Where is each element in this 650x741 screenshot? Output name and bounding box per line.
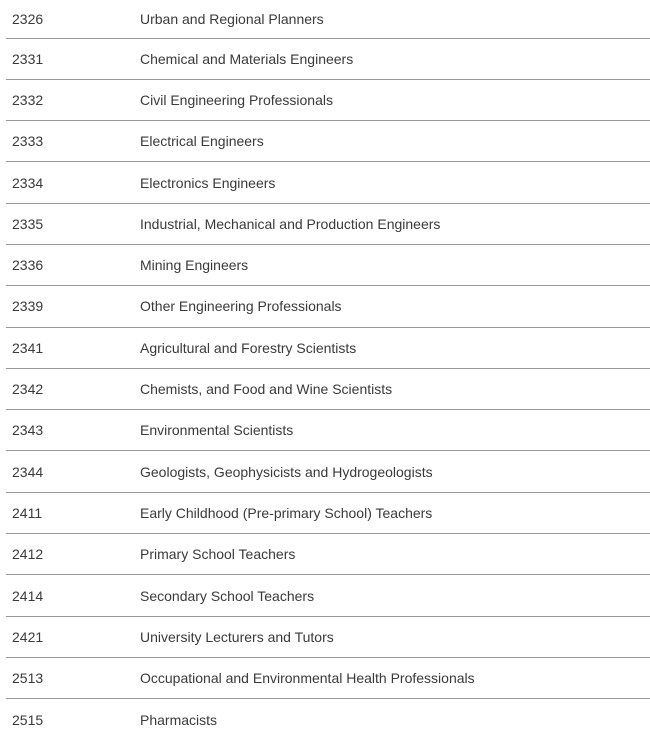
table-row xyxy=(6,369,650,410)
occupation-title: Chemical and Materials Engineers xyxy=(140,50,354,67)
occupation-title: Mining Engineers xyxy=(140,257,249,274)
occupation-title: Agricultural and Forestry Scientists xyxy=(140,339,357,356)
occupation-code: 2344 xyxy=(12,463,44,480)
occupation-title: Early Childhood (Pre-primary School) Teachers xyxy=(140,504,433,521)
occupation-code: 2342 xyxy=(12,381,44,398)
table-row xyxy=(6,658,650,699)
table-row xyxy=(6,410,650,451)
table-row xyxy=(6,493,650,534)
occupation-code: 2331 xyxy=(12,50,44,67)
table-row xyxy=(6,121,650,162)
table-row xyxy=(6,80,650,121)
occupation-title: University Lecturers and Tutors xyxy=(140,628,334,645)
occupation-title: Other Engineering Professionals xyxy=(140,298,342,315)
occupation-title: Electronics Engineers xyxy=(140,174,276,191)
table-row xyxy=(6,39,650,80)
table-row xyxy=(6,699,650,740)
occupation-code: 2333 xyxy=(12,133,44,150)
occupation-code: 2335 xyxy=(12,215,44,232)
table-row xyxy=(6,204,650,245)
table-row xyxy=(6,245,650,286)
occupation-code: 2411 xyxy=(12,504,43,521)
occupation-title: Electrical Engineers xyxy=(140,133,264,150)
occupation-title: Pharmacists xyxy=(140,711,218,728)
occupation-title: Secondary School Teachers xyxy=(140,587,315,604)
table-row xyxy=(6,534,650,575)
table-row xyxy=(6,575,650,616)
table-row xyxy=(6,451,650,492)
occupation-code: 2334 xyxy=(12,174,44,191)
occupation-title: Geologists, Geophysicists and Hydrogeologists xyxy=(140,463,433,480)
occupation-title: Urban and Regional Planners xyxy=(140,10,324,27)
table-row xyxy=(6,0,650,39)
table-row xyxy=(6,617,650,658)
occupation-title: Civil Engineering Professionals xyxy=(140,91,333,108)
table-row xyxy=(6,328,650,369)
occupation-code: 2412 xyxy=(12,546,44,563)
occupation-code: 2414 xyxy=(12,587,44,604)
occupation-title: Industrial, Mechanical and Production Engineers xyxy=(140,215,441,232)
occupation-code: 2341 xyxy=(12,339,44,356)
occupation-title: Environmental Scientists xyxy=(140,422,294,439)
occupation-code: 2421 xyxy=(12,628,44,645)
occupation-code: 2343 xyxy=(12,422,44,439)
table-row xyxy=(6,162,650,203)
occupation-code: 2332 xyxy=(12,91,44,108)
occupation-code: 2326 xyxy=(12,10,44,27)
occupation-code: 2336 xyxy=(12,257,44,274)
table-row xyxy=(6,286,650,327)
occupation-code: 2515 xyxy=(12,711,44,728)
occupation-title: Occupational and Environmental Health Professionals xyxy=(140,670,475,687)
occupation-title: Primary School Teachers xyxy=(140,546,296,563)
occupation-code: 2513 xyxy=(12,670,44,687)
occupation-code: 2339 xyxy=(12,298,44,315)
occupation-title: Chemists, and Food and Wine Scientists xyxy=(140,381,393,398)
